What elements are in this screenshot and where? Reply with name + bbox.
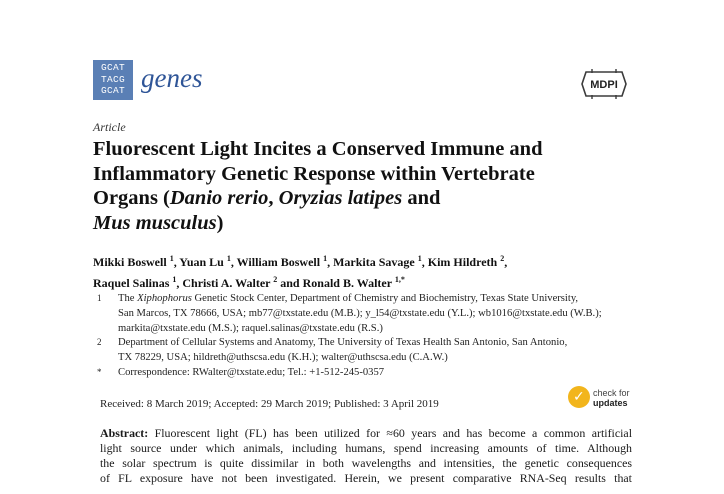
check-updates-label: updates	[593, 398, 628, 408]
correspondence	[93, 365, 638, 380]
logo-line: GCAT	[100, 85, 125, 96]
affiliation-mark: 2	[97, 337, 102, 347]
affiliation-1	[93, 291, 638, 336]
author-and: and	[277, 276, 303, 290]
article-title	[93, 137, 633, 235]
author-separator: ,	[421, 255, 428, 269]
journal-logo	[93, 60, 133, 100]
author-affiliation: 1	[417, 254, 422, 263]
affiliation-line: markita@txstate.edu (M.S.); raquel.salinas@txstate.edu (R.S.)	[118, 323, 383, 334]
affiliation-text: Genetic Stock Center, Department of Chemistry and Biochemistry, Texas State University,	[191, 293, 579, 304]
journal-name: genes	[141, 63, 203, 93]
abstract-label: Abstract:	[100, 426, 149, 440]
species-name: Mus musculus	[93, 211, 217, 234]
check-updates-label: check for	[593, 388, 630, 398]
affiliation-2	[93, 335, 638, 365]
affiliation-text: The	[118, 293, 138, 304]
logo-line: GCAT	[100, 62, 125, 73]
affiliation-italic: Xiphophorus	[137, 293, 192, 304]
title-text: ,	[268, 187, 279, 209]
checkmark-icon: ✓	[573, 389, 585, 405]
affiliation-line: San Marcos, TX 78666, USA; mb77@txstate.edu (M.B.); y_l54@txstate.edu (Y.L.); wb1016@txstate.edu (W.B.);	[118, 308, 602, 319]
author-name: Mikki Boswell	[93, 255, 167, 269]
author-separator: ,	[504, 255, 508, 269]
title-text: Organs (	[93, 187, 170, 209]
author-list	[93, 250, 633, 292]
author-affiliation: 1,*	[394, 275, 405, 284]
author-line	[93, 250, 633, 271]
author-name: Kim Hildreth	[427, 255, 498, 269]
correspondence-line: Correspondence: RWalter@txstate.edu; Tel.: +1-512-245-0357	[118, 367, 385, 378]
affiliation-line	[118, 291, 638, 306]
author-name: Ronald B. Walter	[302, 276, 392, 290]
author-separator: ,	[230, 255, 237, 269]
author-affiliation: 2	[500, 254, 505, 263]
author-name: Yuan Lu	[179, 255, 224, 269]
title-line: Inflammatory Genetic Response within Vertebrate	[93, 162, 535, 185]
author-affiliation: 1	[169, 254, 174, 263]
abstract	[100, 426, 632, 486]
publisher-name: MDPI	[590, 79, 618, 91]
abstract-text: Fluorescent light (FL) has been utilized for ≈60 years and has become a common artificial	[148, 426, 632, 440]
abstract-line	[100, 426, 632, 441]
title-line	[93, 186, 633, 211]
author-line	[93, 271, 633, 292]
publication-dates: Received: 8 March 2019; Accepted: 29 March 2019; Published: 3 April 2019	[100, 398, 439, 410]
author-affiliation: 1	[323, 254, 328, 263]
affiliation-line: TX 78229, USA; hildreth@uthscsa.edu (K.H.); walter@uthscsa.edu (C.A.W.)	[118, 352, 448, 363]
mdpi-logo-icon	[580, 68, 628, 100]
author-separator: ,	[173, 255, 180, 269]
abstract-line: light source under which animals, including humans, spend increasing amounts of time. Although	[100, 441, 632, 455]
title-text: )	[216, 211, 224, 234]
abstract-line: the solar spectrum is quite dissimilar in both wavelengths and intensities, the genetic consequences	[100, 456, 632, 470]
affiliation-mark: *	[97, 367, 102, 377]
title-line	[93, 211, 633, 236]
logo-line: TACG	[100, 73, 125, 85]
author-affiliation: 1	[226, 254, 231, 263]
article-type: Article	[93, 120, 126, 134]
affiliation-line: Department of Cellular Systems and Anatomy, The University of Texas Health San Antonio, San Antonio,	[118, 337, 568, 348]
author-separator: ,	[176, 276, 183, 290]
author-affiliation: 1	[172, 275, 177, 284]
author-name: Raquel Salinas	[93, 276, 170, 290]
author-name: Christi A. Walter	[182, 276, 271, 290]
check-for-updates-button[interactable]	[568, 385, 638, 413]
species-name: Oryzias latipes	[278, 187, 403, 209]
species-name: Danio rerio	[169, 187, 269, 209]
author-affiliation: 2	[273, 275, 278, 284]
title-text: and	[402, 187, 441, 209]
author-name: Markita Savage	[333, 255, 415, 269]
author-separator: ,	[327, 255, 334, 269]
author-name: William Boswell	[236, 255, 321, 269]
title-line: Fluorescent Light Incites a Conserved Immune and	[93, 138, 543, 160]
abstract-line: of FL exposure have not been investigated. Herein, we present comparative RNA-Seq results that	[100, 471, 632, 485]
affiliation-mark: 1	[97, 293, 102, 303]
check-badge-icon	[568, 386, 590, 408]
